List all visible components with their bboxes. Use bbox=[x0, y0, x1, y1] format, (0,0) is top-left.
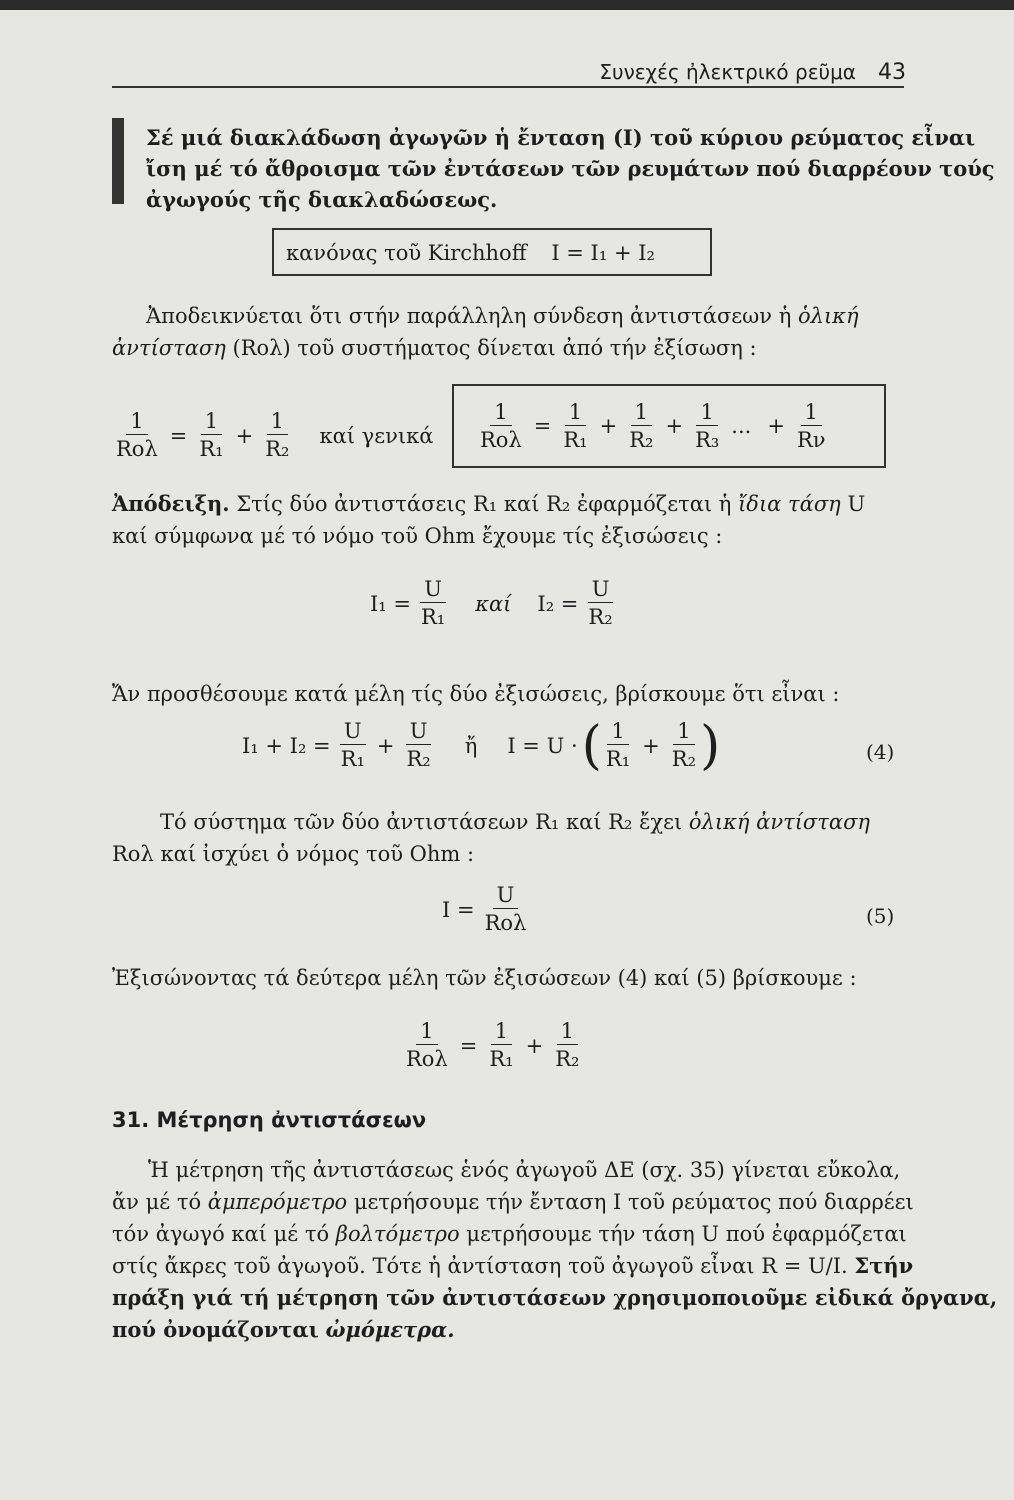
kirchhoff-formula: I = I₁ + I₂ bbox=[551, 241, 655, 265]
equation-number-5: (5) bbox=[866, 904, 895, 928]
section-31-title: 31. Μέτρηση ἀντιστάσεων bbox=[112, 1108, 427, 1132]
page-number: 43 bbox=[878, 60, 906, 85]
system-line1: Τό σύστημα τῶν δύο ἀντιστάσεων R₁ καί R₂ ἔχει ὁλική ἀντίσταση bbox=[160, 810, 870, 834]
running-header bbox=[599, 60, 906, 85]
running-title: Συνεχές ἠλεκτρικό ρεῦμα bbox=[599, 60, 856, 84]
final-formula: $\frac{1}{\text{Rολ}}$ = $\frac{1}{\text{R₁}}$ + $\frac{1}{\text{R₂}}$ bbox=[406, 1019, 580, 1071]
kirchhoff-box bbox=[272, 228, 712, 276]
section-31-line1: Ἡ μέτρηση τῆς ἀντιστάσεως ἑνός ἀγωγοῦ ΔΕ (σχ. 35) γίνεται εὔκολα, bbox=[148, 1158, 901, 1182]
proof-title: Ἀπόδειξη. bbox=[112, 491, 230, 516]
proof-line2: καί σύμφωνα μέ τό νόμο τοῦ Ohm ἔχουμε τίς ἐξισώσεις : bbox=[112, 524, 723, 548]
resistance-line1: Ἀποδεικνύεται ὅτι στήν παράλληλη σύνδεση ἀντιστάσεων ἡ bbox=[146, 304, 792, 328]
currents-formula: I₁ = $\frac{U}{\text{R₁}}$ καί I₂ = $\frac{U}{\text{R₂}}$ bbox=[370, 577, 613, 629]
proof-line1: Ἀπόδειξη. Στίς δύο ἀντιστάσεις R₁ καί R₂ ἐφαρμόζεται ἡ ἴδια τάση U bbox=[112, 491, 866, 516]
intro-paragraph bbox=[146, 122, 995, 215]
general-parallel-formula-box: $\frac{1}{\text{Rολ}}$ = $\frac{1}{\text{R₁}}$ + $\frac{1}{\text{R₂}}$ + $\frac{1}{\text{R₃}}$ ... + $\frac{1}{R\nu}$ bbox=[452, 384, 886, 468]
section-31-line4: στίς ἄκρες τοῦ ἀγωγοῦ. Τότε ἡ ἀντίσταση τοῦ ἀγωγοῦ εἶναι R = U/I. Στήν bbox=[112, 1253, 914, 1278]
section-31-line5: πράξη γιά τή μέτρηση τῶν ἀντιστάσεων χρησιμοποιοῦμε εἰδικά ὄργανα, bbox=[112, 1285, 998, 1310]
header-rule bbox=[112, 86, 904, 88]
resistance-line1-italic: ὁλική bbox=[798, 304, 859, 328]
section-31-line3: τόν ἀγωγό καί μέ τό βολτόμετρο μετρήσουμε τήν τάση U πού ἐφαρμόζεται bbox=[112, 1222, 907, 1246]
top-edge-line bbox=[0, 0, 1014, 10]
intro-line: ἀγωγούς τῆς διακλαδώσεως. bbox=[146, 187, 498, 212]
ohm-formula: I = $\frac{U}{\text{Rολ}}$ bbox=[442, 883, 527, 935]
section-31-line2: ἄν μέ τό ἀμπερόμετρο μετρήσουμε τήν ἔνταση Ι τοῦ ρεύματος πού διαρρέει bbox=[112, 1190, 914, 1214]
system-line2: Rολ καί ἰσχύει ὁ νόμος τοῦ Ohm : bbox=[112, 842, 475, 866]
intro-line: ἴση μέ τό ἄθροισμα τῶν ἐντάσεων τῶν ρευμάτων πού διαρρέουν τούς bbox=[146, 156, 995, 181]
intro-line: Σέ μιά διακλάδωση ἀγωγῶν ἡ ἔνταση (Ι) τοῦ κύριου ρεύματος εἶναι bbox=[146, 125, 976, 150]
resistance-paragraph bbox=[146, 300, 859, 332]
kirchhoff-label: κανόνας τοῦ Kirchhoff bbox=[286, 241, 527, 265]
resistance-line2-italic: ἀντίσταση bbox=[112, 336, 226, 360]
equate-paragraph: Ἐξισώνοντας τά δεύτερα μέλη τῶν ἐξισώσεων (4) καί (5) βρίσκουμε : bbox=[112, 966, 857, 990]
add-paragraph: Ἄν προσθέσουμε κατά μέλη τίς δύο ἐξισώσεις, βρίσκουμε ὅτι εἶναι : bbox=[112, 682, 840, 706]
sum-formula: I₁ + I₂ = $\frac{U}{\text{R₁}}$ + $\frac{U}{\text{R₂}}$ ἤ I = U · ( $\frac{1}{\text{R₁}}$ + $\frac{1}{\text{R₂}}$ ) bbox=[242, 715, 721, 776]
resistance-line2: (Rολ) τοῦ συστήματος δίνεται ἀπό τήν ἐξίσωση : bbox=[232, 336, 757, 360]
emphasis-bar bbox=[112, 118, 124, 204]
equation-number-4: (4) bbox=[866, 740, 895, 764]
resistance-paragraph-2 bbox=[112, 332, 757, 364]
section-31-line6: πού ὀνομάζονται ὠμόμετρα. bbox=[112, 1317, 455, 1342]
general-label: καί γενικά bbox=[319, 423, 434, 448]
parallel-two-formula: $\frac{1}{\text{Rολ}}$ = $\frac{1}{\text{R₁}}$ + $\frac{1}{\text{R₂}}$ καί γενικά bbox=[116, 409, 434, 461]
